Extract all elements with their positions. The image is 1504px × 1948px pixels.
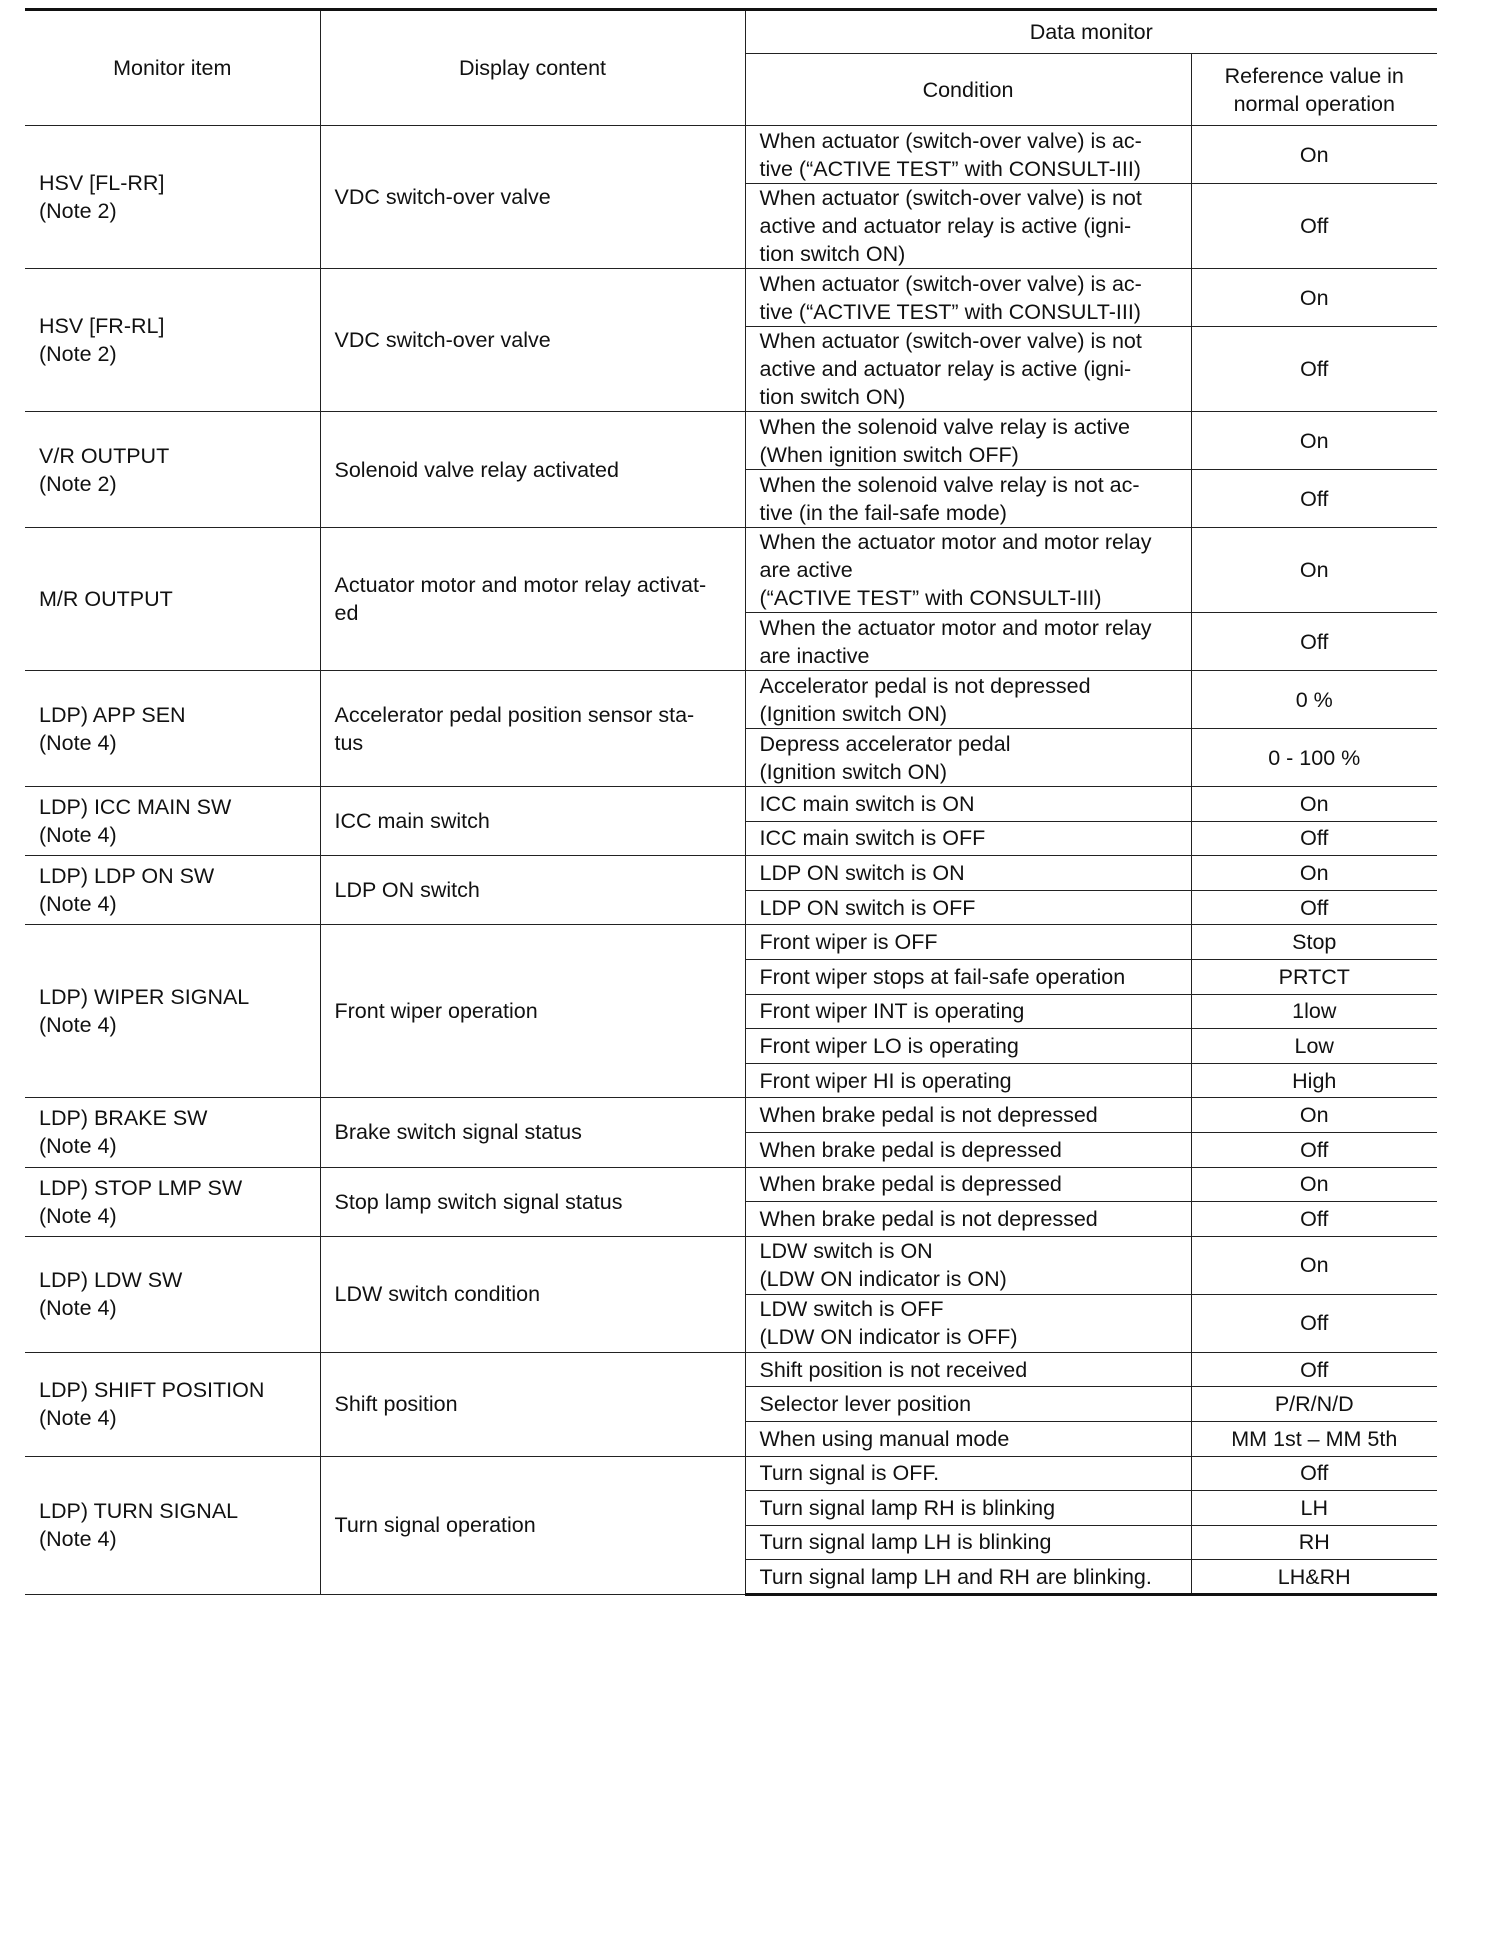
display-content-cell [320, 269, 745, 412]
text-line: LDP ON switch is ON [759, 860, 965, 885]
condition-cell [745, 1063, 1191, 1098]
header-condition: Condition [745, 54, 1191, 126]
text-line: LDP) APP SEN [39, 702, 186, 727]
reference-value-cell: High [1191, 1063, 1437, 1098]
text-line: (When ignition switch OFF) [759, 442, 1019, 467]
condition-cell [745, 1202, 1191, 1237]
table-row [25, 671, 1437, 729]
table-row [25, 528, 1437, 613]
reference-value-cell: Off [1191, 890, 1437, 925]
reference-value-cell: On [1191, 1236, 1437, 1294]
text-line: LDP) ICC MAIN SW [39, 795, 232, 820]
display-content-cell [320, 925, 745, 1098]
text-line: ICC main switch is ON [759, 791, 975, 816]
condition-cell [745, 1098, 1191, 1133]
condition-cell [745, 994, 1191, 1029]
text-line: (Note 2) [39, 199, 117, 223]
monitor-item-cell [25, 787, 320, 856]
condition-cell [745, 729, 1191, 787]
text-line: (Note 2) [39, 342, 117, 366]
table-header-row [25, 10, 1437, 54]
text-line: tive (“ACTIVE TEST” with CONSULT-III) [759, 299, 1141, 324]
reference-value-cell: On [1191, 1167, 1437, 1202]
monitor-item-cell [25, 1098, 320, 1167]
header-reference-line-1: Reference value in [1224, 63, 1404, 88]
condition-cell [745, 1387, 1191, 1422]
condition-cell [745, 1421, 1191, 1456]
condition-cell [745, 1236, 1191, 1294]
reference-value-cell: Off [1191, 1202, 1437, 1237]
text-line: V/R OUTPUT [39, 443, 170, 468]
reference-value-cell: LH&RH [1191, 1560, 1437, 1595]
text-line: When the actuator motor and motor relay [759, 615, 1152, 640]
text-line: Stop lamp switch signal status [334, 1189, 623, 1214]
monitor-item-cell [25, 1236, 320, 1352]
table-row [25, 856, 1437, 891]
condition-cell [745, 1294, 1191, 1352]
reference-value-cell: On [1191, 787, 1437, 822]
condition-cell [745, 1560, 1191, 1595]
table-row [25, 126, 1437, 184]
monitor-item-cell [25, 412, 320, 528]
text-line: are active [759, 558, 853, 582]
text-line: tive (in the fail-safe mode) [759, 500, 1007, 525]
text-line: ed [334, 601, 359, 625]
reference-value-cell: P/R/N/D [1191, 1387, 1437, 1422]
condition-cell [745, 412, 1191, 470]
condition-cell [745, 1352, 1191, 1387]
text-line: (“ACTIVE TEST” with CONSULT-III) [759, 586, 1102, 610]
table-row [25, 1456, 1437, 1491]
text-line: LDP) STOP LMP SW [39, 1175, 243, 1200]
reference-value-cell: 0 - 100 % [1191, 729, 1437, 787]
text-line: When the actuator motor and motor relay [759, 530, 1152, 554]
text-line: (Note 4) [39, 823, 117, 848]
text-line: LDP) TURN SIGNAL [39, 1499, 239, 1524]
text-line: Front wiper operation [334, 999, 538, 1024]
text-line: Front wiper is OFF [759, 930, 938, 955]
text-line: Depress accelerator pedal [759, 731, 1011, 756]
text-line: LDP) WIPER SIGNAL [39, 985, 250, 1010]
text-line: VDC switch-over valve [334, 185, 551, 209]
condition-cell [745, 269, 1191, 327]
table-body [25, 126, 1437, 1595]
monitor-item-cell [25, 925, 320, 1098]
header-data-monitor: Data monitor [745, 10, 1437, 54]
text-line: Turn signal lamp RH is blinking [759, 1495, 1056, 1520]
text-line: VDC switch-over valve [334, 328, 551, 352]
text-line: LDP) BRAKE SW [39, 1106, 208, 1131]
reference-value-cell: RH [1191, 1525, 1437, 1560]
table-row [25, 787, 1437, 822]
monitor-item-cell [25, 671, 320, 787]
table-row [25, 1352, 1437, 1387]
table-row [25, 925, 1437, 960]
reference-value-cell: On [1191, 1098, 1437, 1133]
text-line: Turn signal operation [334, 1513, 536, 1538]
condition-cell [745, 1491, 1191, 1526]
reference-value-cell: Off [1191, 1132, 1437, 1167]
text-line: (Note 4) [39, 1296, 117, 1321]
text-line: (Note 4) [39, 1134, 117, 1159]
reference-value-cell: PRTCT [1191, 959, 1437, 994]
table-row [25, 1236, 1437, 1294]
text-line: tive (“ACTIVE TEST” with CONSULT-III) [759, 156, 1141, 181]
reference-value-cell: Low [1191, 1029, 1437, 1064]
header-monitor-item: Monitor item [25, 10, 320, 126]
reference-value-cell: LH [1191, 1491, 1437, 1526]
condition-cell [745, 184, 1191, 269]
text-line: When actuator (switch-over valve) is not [759, 186, 1142, 210]
text-line: HSV [FR-RL] [39, 314, 165, 338]
text-line: LDP) SHIFT POSITION [39, 1378, 265, 1403]
text-line: When using manual mode [759, 1426, 1010, 1451]
condition-cell [745, 890, 1191, 925]
reference-value-cell: On [1191, 528, 1437, 613]
text-line: Front wiper INT is operating [759, 999, 1025, 1024]
reference-value-cell: Off [1191, 821, 1437, 856]
condition-cell [745, 528, 1191, 613]
text-line: Accelerator pedal is not depressed [759, 673, 1091, 698]
text-line: When actuator (switch-over valve) is ac- [759, 128, 1142, 153]
text-line: Selector lever position [759, 1392, 972, 1417]
text-line: When brake pedal is depressed [759, 1137, 1062, 1162]
text-line: Turn signal lamp LH and RH are blinking. [759, 1564, 1152, 1589]
text-line: ICC main switch [334, 809, 490, 834]
reference-value-cell: Off [1191, 1456, 1437, 1491]
text-line: Turn signal lamp LH is blinking [759, 1530, 1052, 1555]
text-line: Shift position is not received [759, 1357, 1028, 1382]
text-line: (Note 4) [39, 730, 117, 755]
reference-value-cell: On [1191, 856, 1437, 891]
text-line: Accelerator pedal position sensor sta- [334, 702, 695, 727]
condition-cell [745, 1132, 1191, 1167]
text-line: ICC main switch is OFF [759, 826, 986, 851]
display-content-cell [320, 1352, 745, 1456]
text-line: tion switch ON) [759, 385, 906, 409]
text-line: active and actuator relay is active (igni- [759, 357, 1132, 381]
monitor-item-cell [25, 1456, 320, 1594]
reference-value-cell: Off [1191, 1352, 1437, 1387]
text-line: When the solenoid valve relay is not ac- [759, 472, 1140, 497]
display-content-cell [320, 1236, 745, 1352]
text-line: Front wiper HI is operating [759, 1068, 1012, 1093]
monitor-item-cell [25, 126, 320, 269]
text-line: (Note 4) [39, 1203, 117, 1228]
text-line: (Ignition switch ON) [759, 759, 948, 784]
text-line: When brake pedal is depressed [759, 1172, 1062, 1197]
text-line: When the solenoid valve relay is active [759, 414, 1130, 439]
text-line: HSV [FL-RR] [39, 171, 165, 195]
condition-cell [745, 671, 1191, 729]
reference-value-cell: Stop [1191, 925, 1437, 960]
reference-value-cell: 0 % [1191, 671, 1437, 729]
text-line: Brake switch signal status [334, 1120, 582, 1145]
text-line: are inactive [759, 643, 870, 668]
reference-value-cell: Off [1191, 1294, 1437, 1352]
reference-value-cell: On [1191, 269, 1437, 327]
text-line: tion switch ON) [759, 242, 906, 266]
text-line: LDW switch is ON [759, 1239, 933, 1264]
display-content-cell [320, 1167, 745, 1236]
text-line: Solenoid valve relay activated [334, 457, 619, 482]
monitor-item-cell [25, 1352, 320, 1456]
monitor-item-cell [25, 856, 320, 925]
reference-value-cell: 1low [1191, 994, 1437, 1029]
condition-cell [745, 821, 1191, 856]
text-line: LDP ON switch is OFF [759, 895, 976, 920]
text-line: Shift position [334, 1392, 458, 1417]
monitor-item-cell [25, 269, 320, 412]
condition-cell [745, 1167, 1191, 1202]
condition-cell [745, 613, 1191, 671]
display-content-cell [320, 126, 745, 269]
condition-cell [745, 787, 1191, 822]
display-content-cell [320, 412, 745, 528]
text-line: LDP) LDP ON SW [39, 864, 215, 889]
condition-cell [745, 856, 1191, 891]
text-line: (Note 4) [39, 1527, 117, 1552]
text-line: When brake pedal is not depressed [759, 1103, 1098, 1128]
monitor-item-cell [25, 1167, 320, 1236]
text-line: LDW switch condition [334, 1282, 541, 1307]
text-line: (Note 4) [39, 1013, 117, 1038]
text-line: Front wiper stops at fail-safe operation [759, 964, 1126, 989]
text-line: Front wiper LO is operating [759, 1033, 1019, 1058]
text-line: (LDW ON indicator is ON) [759, 1267, 1007, 1292]
table-row [25, 1098, 1437, 1133]
display-content-cell [320, 1456, 745, 1594]
text-line: LDP) LDW SW [39, 1268, 183, 1293]
text-line: LDP ON switch [334, 878, 480, 903]
condition-cell [745, 1029, 1191, 1064]
display-content-cell [320, 856, 745, 925]
data-monitor-sheet [25, 8, 1437, 1596]
monitor-item-cell [25, 528, 320, 671]
text-line: (Note 2) [39, 471, 117, 496]
text-line: When brake pedal is not depressed [759, 1206, 1098, 1231]
reference-value-cell: Off [1191, 470, 1437, 528]
text-line: (Note 4) [39, 1406, 117, 1431]
display-content-cell [320, 671, 745, 787]
header-reference-line-2: normal operation [1233, 91, 1395, 116]
condition-cell [745, 959, 1191, 994]
data-monitor-table [25, 8, 1437, 1596]
text-line: When actuator (switch-over valve) is not [759, 329, 1142, 353]
display-content-cell [320, 528, 745, 671]
text-line: Turn signal is OFF. [759, 1461, 940, 1486]
text-line: (LDW ON indicator is OFF) [759, 1325, 1018, 1350]
text-line: (Note 4) [39, 892, 117, 917]
text-line: Actuator motor and motor relay activat- [334, 573, 707, 597]
text-line: M/R OUTPUT [39, 587, 173, 611]
table-row [25, 1167, 1437, 1202]
text-line: tus [334, 730, 364, 755]
table-row [25, 412, 1437, 470]
reference-value-cell: Off [1191, 327, 1437, 412]
condition-cell [745, 1456, 1191, 1491]
reference-value-cell: On [1191, 126, 1437, 184]
text-line: (Ignition switch ON) [759, 701, 948, 726]
text-line: When actuator (switch-over valve) is ac- [759, 271, 1142, 296]
condition-cell [745, 327, 1191, 412]
condition-cell [745, 470, 1191, 528]
header-reference-value [1191, 54, 1437, 126]
reference-value-cell: On [1191, 412, 1437, 470]
text-line: LDW switch is OFF [759, 1297, 944, 1322]
condition-cell [745, 126, 1191, 184]
display-content-cell [320, 787, 745, 856]
condition-cell [745, 1525, 1191, 1560]
reference-value-cell: Off [1191, 613, 1437, 671]
display-content-cell [320, 1098, 745, 1167]
table-row [25, 269, 1437, 327]
reference-value-cell: MM 1st – MM 5th [1191, 1421, 1437, 1456]
text-line: active and actuator relay is active (igni- [759, 214, 1132, 238]
condition-cell [745, 925, 1191, 960]
reference-value-cell: Off [1191, 184, 1437, 269]
header-display-content: Display content [320, 10, 745, 126]
